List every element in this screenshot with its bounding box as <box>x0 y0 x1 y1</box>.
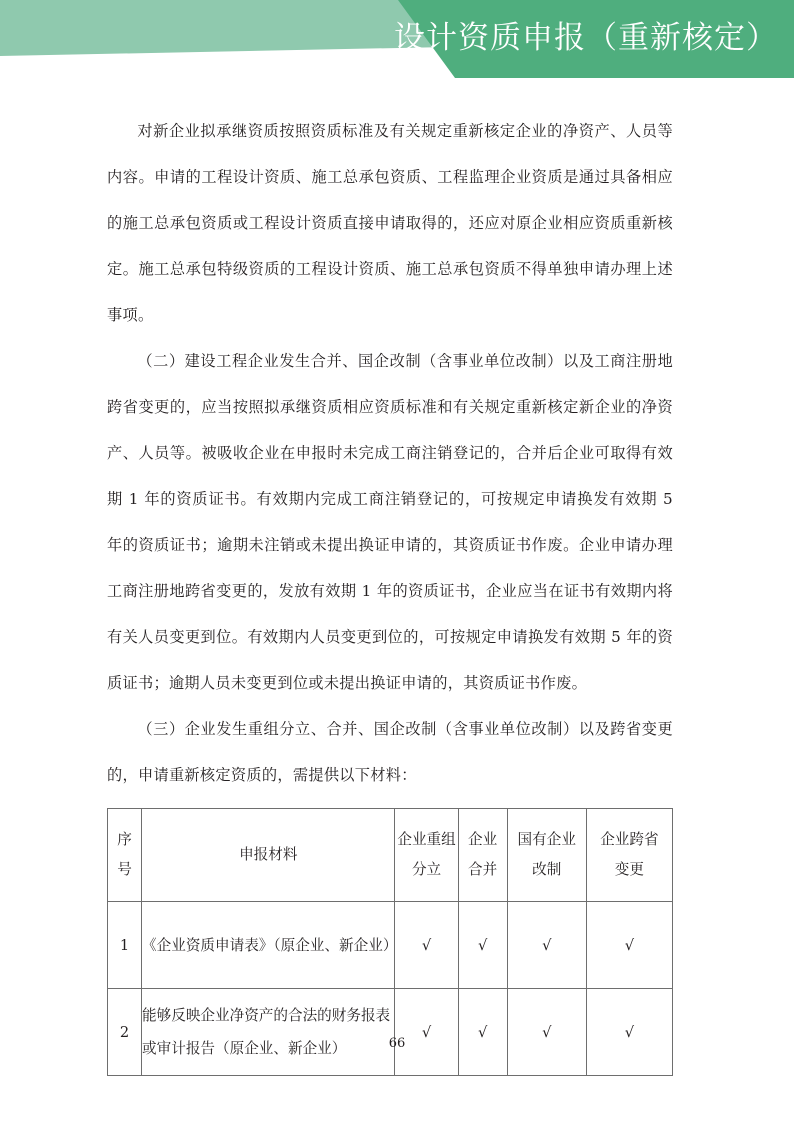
table-row <box>108 902 673 989</box>
cell-check-cross: √ <box>586 989 672 1076</box>
cell-row-number: 1 <box>108 902 142 989</box>
cell-check-split: √ <box>395 989 458 1076</box>
column-header-merge <box>458 809 507 902</box>
table-header-row <box>108 809 673 902</box>
column-header-merge-line1: 企业 <box>468 831 498 848</box>
cell-check-cross: √ <box>586 902 672 989</box>
column-header-no <box>108 809 142 902</box>
column-header-reform-line2: 改制 <box>532 861 562 878</box>
column-header-split-line2: 分立 <box>411 861 442 878</box>
column-header-merge-line2: 合并 <box>468 861 498 878</box>
cell-check-split: √ <box>395 902 458 989</box>
page-number: 66 <box>388 1036 406 1051</box>
cell-material-name: 《企业资质申请表》（原企业、新企业） <box>142 902 395 989</box>
column-header-split <box>395 809 458 902</box>
paragraph-1: 对新企业拟承继资质按照资质标准及有关规定重新核定企业的净资产、人员等内容。申请的工程设计资质、施工总承包资质、工程监理企业资质是通过具备相应的施工总承包资质或工程设计资质直接申请取得的，还应对原企业相应资质重新核定。施工总承包特级资质的工程设计资质、施工总承包资质不得单独申请办理上述事项。 <box>107 122 673 324</box>
paragraph-3: （三）企业发生重组分立、合并、国企改制（含事业单位改制）以及跨省变更的，申请重新核定资质的，需提供以下材料： <box>107 720 673 784</box>
column-header-cross <box>586 809 672 902</box>
page-title: 设计资质申报（重新核定） <box>394 20 778 56</box>
column-header-no-line1: 序 <box>117 831 132 848</box>
column-header-no-line2: 号 <box>117 861 132 878</box>
column-header-material: 申报材料 <box>142 809 395 902</box>
column-header-reform-line1: 国有企业 <box>517 831 576 848</box>
cell-row-number: 2 <box>108 989 142 1076</box>
cell-check-merge: √ <box>458 902 507 989</box>
document-body <box>107 108 673 1076</box>
cell-check-merge: √ <box>458 989 507 1076</box>
table-row <box>108 989 673 1076</box>
cell-check-reform: √ <box>507 989 586 1076</box>
column-header-cross-line2: 变更 <box>614 861 644 878</box>
column-header-cross-line1: 企业跨省 <box>600 831 659 848</box>
page-header-banner <box>0 0 794 90</box>
column-header-reform <box>507 809 586 902</box>
column-header-split-line1: 企业重组 <box>397 831 456 848</box>
cell-material-name: 能够反映企业净资产的合法的财务报表或审计报告（原企业、新企业） <box>142 989 395 1076</box>
cell-check-reform: √ <box>507 902 586 989</box>
paragraph-2: （二）建设工程企业发生合并、国企改制（含事业单位改制）以及工商注册地跨省变更的，应当按照拟承继资质相应资质标准和有关规定重新核定新企业的净资产、人员等。被吸收企业在申报时未完成工商注销登记的，合并后企业可取得有效期 1 年的资质证书。有效期内完成工商注销登记的，可按规定申请换发有效期 5 年的资质证书；逾期未注销或未提出换证申请的，其资质证书作废。企业申请办理工商注册地跨省变更的，发放有效期 1 年的资质证书，企业应当在证书有效期内将有关人员变更到位。有效期内人员变更到位的，可按规定申请换发有效期 5 年的资质证书；逾期人员未变更到位或未提出换证申请的，其资质证书作废。 <box>107 352 673 692</box>
